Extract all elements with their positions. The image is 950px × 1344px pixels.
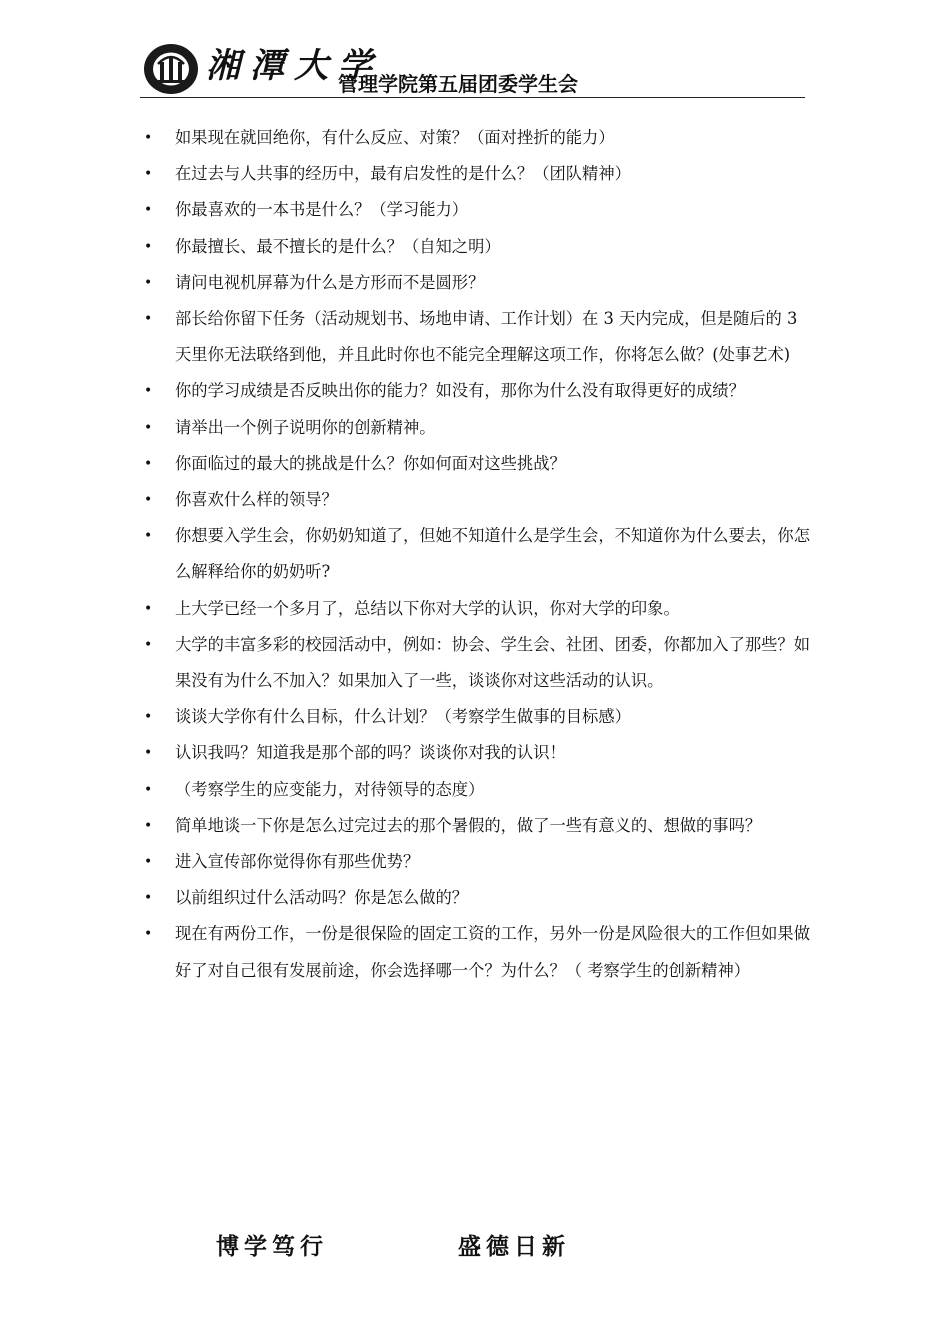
- bullet-icon: •: [144, 745, 153, 762]
- question-text: 请举出一个例子说明你的创新精神。: [175, 417, 436, 437]
- bullet-icon: •: [144, 709, 153, 726]
- question-text: 现在有两份工作，一份是很保险的固定工资的工作，另外一份是风险很大的工作但如果做好了对自己很有发展前途，你会选择哪一个？为什么？（ 考察学生的创新精神）: [175, 924, 810, 980]
- list-item: [140, 735, 810, 771]
- question-text: 你想要入学生会，你奶奶知道了，但她不知道什么是学生会，不知道你为什么要去，你怎么解释给你的奶奶听?: [175, 526, 810, 582]
- footer-motto-right: 盛德日新: [458, 1233, 570, 1260]
- bullet-icon: •: [144, 383, 153, 400]
- bullet-icon: •: [144, 492, 153, 509]
- list-item: [140, 591, 810, 627]
- bullet-icon: •: [144, 600, 153, 617]
- question-text: 谈谈大学你有什么目标，什么计划？（考察学生做事的目标感）: [175, 707, 631, 727]
- bullet-icon: •: [144, 130, 153, 146]
- list-item: [140, 627, 810, 699]
- list-item: [140, 446, 810, 482]
- list-item: [140, 772, 810, 808]
- question-text: 你的学习成绩是否反映出你的能力？如没有，那你为什么没有取得更好的成绩？: [175, 381, 745, 401]
- question-text: 部长给你留下任务（活动规划书、场地申请、工作计划）在 3 天内完成，但是随后的 3 天里你无法联络到他，并且此时你也不能完全理解这项工作，你将怎么做？(处事艺术): [175, 309, 798, 365]
- list-item: [140, 120, 810, 156]
- bullet-icon: •: [144, 890, 153, 907]
- list-item: [140, 808, 810, 844]
- list-item: [140, 916, 810, 988]
- question-text: 你最擅长、最不擅长的是什么？（自知之明）: [175, 236, 501, 256]
- question-text: 你最喜欢的一本书是什么？（学习能力）: [175, 200, 469, 220]
- list-item: [140, 373, 810, 409]
- header-title: 管理学院第五届团委学生会: [338, 72, 578, 96]
- list-item: [140, 880, 810, 916]
- header-divider: [140, 97, 805, 98]
- list-item: [140, 410, 810, 446]
- bullet-icon: •: [144, 455, 153, 472]
- question-text: 在过去与人共事的经历中，最有启发性的是什么？（团队精神）: [175, 164, 631, 184]
- list-item: [140, 229, 810, 265]
- university-seal-icon: [142, 42, 200, 96]
- page-header: [140, 40, 805, 98]
- question-text: 你面临过的最大的挑战是什么？你如何面对这些挑战？: [175, 453, 566, 473]
- list-item: [140, 482, 810, 518]
- question-text: 如果现在就回绝你，有什么反应、对策？（面对挫折的能力）: [175, 128, 615, 147]
- bullet-icon: •: [144, 854, 153, 871]
- bullet-icon: •: [144, 781, 153, 798]
- list-item: [140, 265, 810, 301]
- bullet-icon: •: [144, 926, 153, 943]
- list-item: [140, 844, 810, 880]
- list-item: [140, 192, 810, 228]
- university-logo-text: 湘潭大学: [206, 46, 382, 86]
- list-item: [140, 156, 810, 192]
- list-item: [140, 699, 810, 735]
- question-text: 请问电视机屏幕为什么是方形而不是圆形？: [175, 272, 485, 292]
- bullet-icon: •: [144, 202, 153, 219]
- bullet-icon: •: [144, 817, 153, 834]
- question-text: 进入宣传部你觉得你有那些优势？: [175, 852, 420, 872]
- list-item: [140, 518, 810, 590]
- bullet-icon: •: [144, 528, 153, 545]
- question-text: （考察学生的应变能力，对待领导的态度）: [175, 779, 485, 799]
- question-text: 上大学已经一个多月了，总结以下你对大学的认识，你对大学的印象。: [175, 598, 680, 618]
- question-text: 大学的丰富多彩的校园活动中，例如：协会、学生会、社团、团委，你都加入了那些？如果没有为什么不加入？如果加入了一些，谈谈你对这些活动的认识。: [175, 634, 810, 691]
- question-text: 认识我吗？知道我是那个部的吗？谈谈你对我的认识！: [175, 743, 566, 763]
- question-text: 你喜欢什么样的领导？: [175, 490, 338, 510]
- bullet-icon: •: [144, 419, 153, 436]
- bullet-icon: •: [144, 238, 153, 255]
- list-item: [140, 301, 810, 373]
- bullet-icon: •: [144, 274, 153, 291]
- bullet-icon: •: [144, 311, 153, 328]
- bullet-icon: •: [144, 166, 153, 183]
- question-text: 以前组织过什么活动吗？你是怎么做的？: [175, 888, 469, 908]
- question-text: 简单地谈一下你是怎么过完过去的那个暑假的，做了一些有意义的、想做的事吗？: [175, 815, 762, 835]
- footer-motto-left: 博学笃行: [216, 1233, 328, 1260]
- bullet-icon: •: [144, 636, 153, 653]
- interview-question-list: [140, 120, 810, 989]
